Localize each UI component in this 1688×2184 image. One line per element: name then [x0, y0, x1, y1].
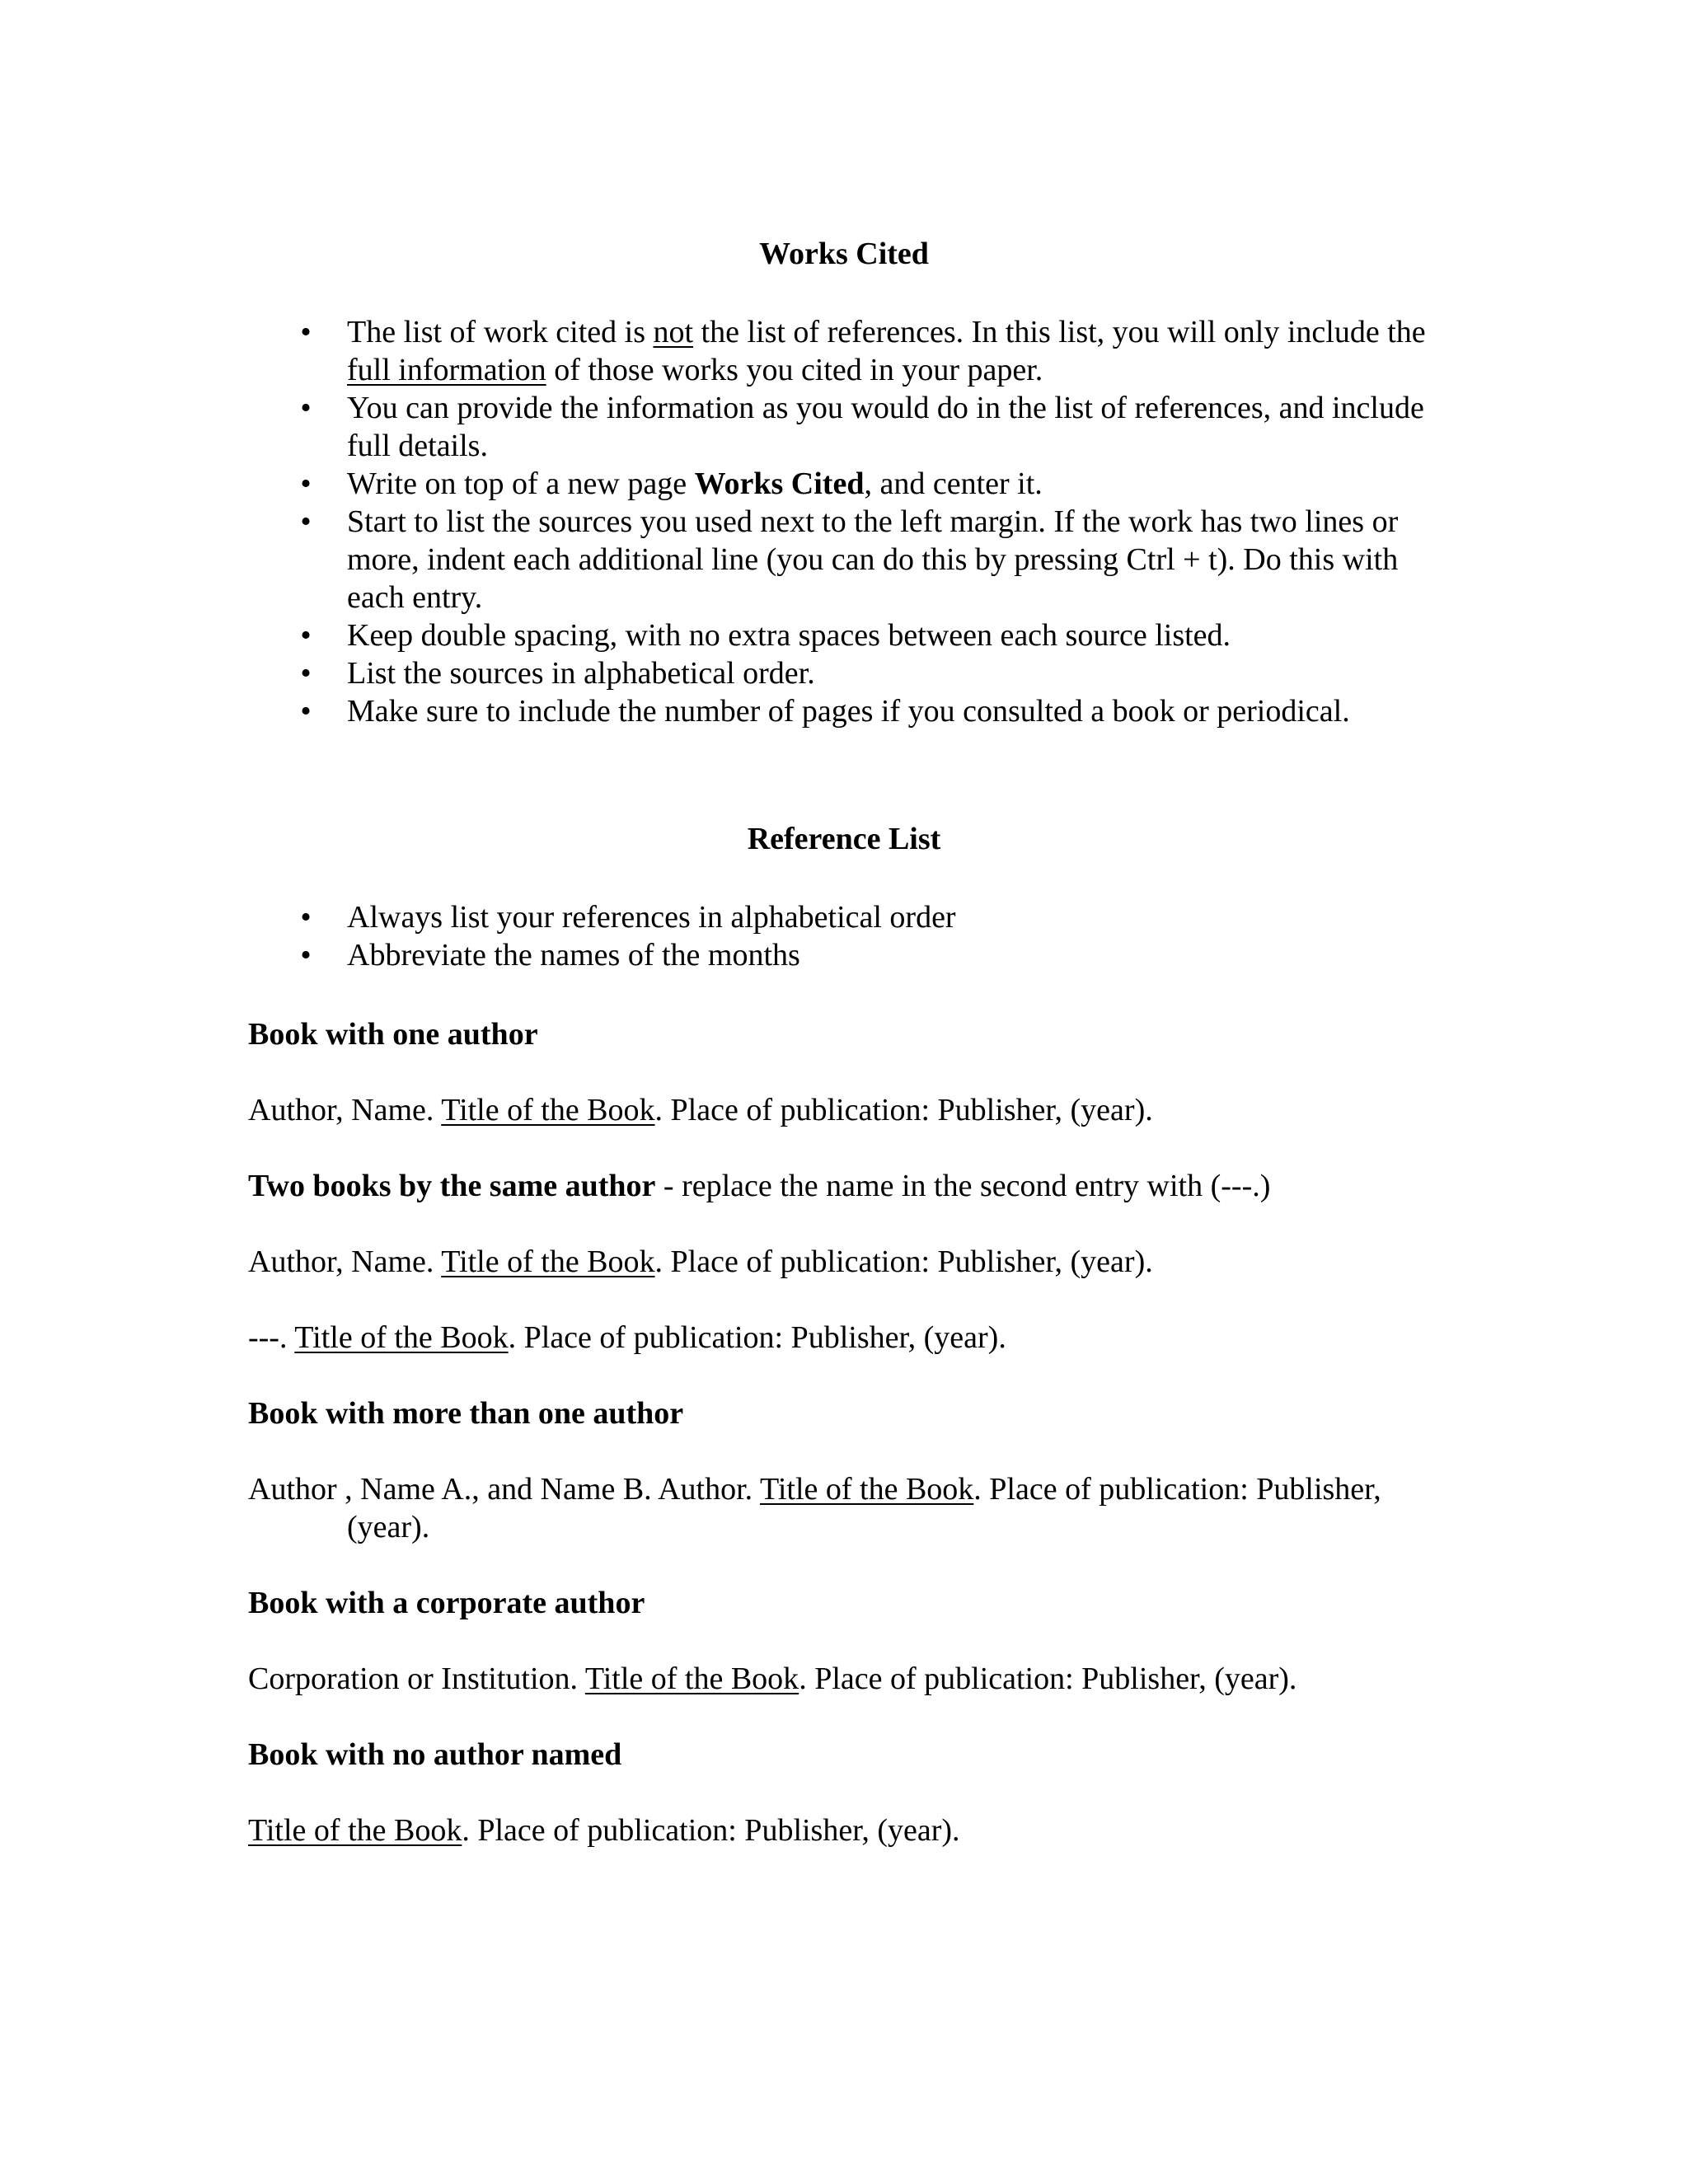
works-cited-bullet-list — [0, 313, 1688, 730]
bullet-icon: • — [300, 938, 312, 972]
underlined-text: not — [653, 315, 694, 349]
section-heading-label: Two books by the same author — [248, 1169, 656, 1203]
citation-text: . Place of publication: Publisher, (year). — [508, 1320, 1006, 1355]
bullet-text: Keep double spacing, with no extra spaces between each source listed. — [347, 618, 1231, 653]
bullet-text: Always list your references in alphabetical order — [347, 900, 956, 935]
book-title: Title of the Book — [584, 1661, 799, 1696]
section-heading-one-author: Book with one author — [248, 1017, 538, 1052]
bullet-text: Abbreviate the names of the months — [347, 938, 800, 972]
bullet-text: Make sure to include the number of pages if you consulted a book or periodical. — [347, 694, 1350, 729]
bold-text: Works Cited — [694, 466, 865, 501]
list-item — [0, 654, 1688, 692]
citation-entry-one-author — [248, 1091, 1435, 1129]
bullet-icon: • — [300, 315, 312, 349]
bullet-text: , and center it. — [864, 466, 1043, 501]
section-heading-no-author: Book with no author named — [248, 1737, 622, 1772]
bullet-text: List the sources in alphabetical order. — [347, 656, 815, 691]
bullet-icon: • — [300, 618, 312, 653]
bullet-text: Write on top of a new page — [347, 466, 695, 501]
bullet-icon: • — [300, 504, 312, 539]
works-cited-heading: Works Cited — [759, 237, 929, 271]
bullet-icon: • — [300, 694, 312, 729]
bullet-icon: • — [300, 900, 312, 935]
section-note: - replace the name in the second entry with (---.) — [655, 1169, 1271, 1203]
citation-text: Author , Name A., and Name B. Author. — [248, 1472, 760, 1507]
book-title: Title of the Book — [248, 1813, 462, 1848]
book-title: Title of the Book — [759, 1472, 974, 1507]
citation-text: ---. — [248, 1320, 295, 1355]
reference-list-heading: Reference List — [747, 822, 941, 856]
list-item — [0, 503, 1688, 616]
list-item — [0, 465, 1688, 503]
bullet-icon: • — [300, 466, 312, 501]
list-item — [0, 898, 1688, 936]
list-item — [0, 616, 1688, 654]
citation-entry-corporate-author — [248, 1660, 1435, 1698]
bullet-text: the list of references. In this list, you will only include the — [693, 315, 1426, 349]
section-heading-corporate-author: Book with a corporate author — [248, 1586, 645, 1620]
list-item — [0, 936, 1688, 974]
section-heading-multi-author: Book with more than one author — [248, 1396, 684, 1431]
bullet-text: You can provide the information as you would do in the list of references, and include full details. — [347, 391, 1424, 463]
book-title: Title of the Book — [441, 1244, 655, 1279]
list-item — [0, 692, 1688, 730]
reference-list-bullet-list — [0, 898, 1688, 974]
citation-text: Author, Name. — [248, 1244, 442, 1279]
book-title: Title of the Book — [294, 1320, 509, 1355]
citation-text: . Place of publication: Publisher, (year). — [462, 1813, 960, 1848]
citation-text: Corporation or Institution. — [248, 1661, 585, 1696]
bullet-icon: • — [300, 656, 312, 691]
citation-entry-same-author-1 — [248, 1243, 1435, 1281]
bullet-text: The list of work cited is — [347, 315, 654, 349]
citation-entry-same-author-2 — [248, 1319, 1435, 1357]
list-item — [0, 313, 1688, 389]
section-heading-same-author — [248, 1167, 1435, 1205]
citation-entry-no-author — [248, 1811, 1435, 1849]
list-item — [0, 389, 1688, 465]
citation-text: . Place of publication: Publisher, (year). — [654, 1244, 1153, 1279]
citation-text: . Place of publication: Publisher, (year). — [347, 1472, 1381, 1544]
citation-text: . Place of publication: Publisher, (year). — [654, 1093, 1153, 1127]
citation-text: . Place of publication: Publisher, (year). — [799, 1661, 1297, 1696]
bullet-icon: • — [300, 391, 312, 425]
underlined-text: full information — [347, 353, 546, 387]
bullet-text: of those works you cited in your paper. — [546, 353, 1043, 387]
citation-entry-multi-author — [248, 1470, 1435, 1546]
book-title: Title of the Book — [441, 1093, 655, 1127]
citation-text: Author, Name. — [248, 1093, 442, 1127]
bullet-text: Start to list the sources you used next to the left margin. If the work has two lines or more, indent each additional line (you can do this by pressing Ctrl + t). Do this with each entry. — [347, 504, 1399, 615]
